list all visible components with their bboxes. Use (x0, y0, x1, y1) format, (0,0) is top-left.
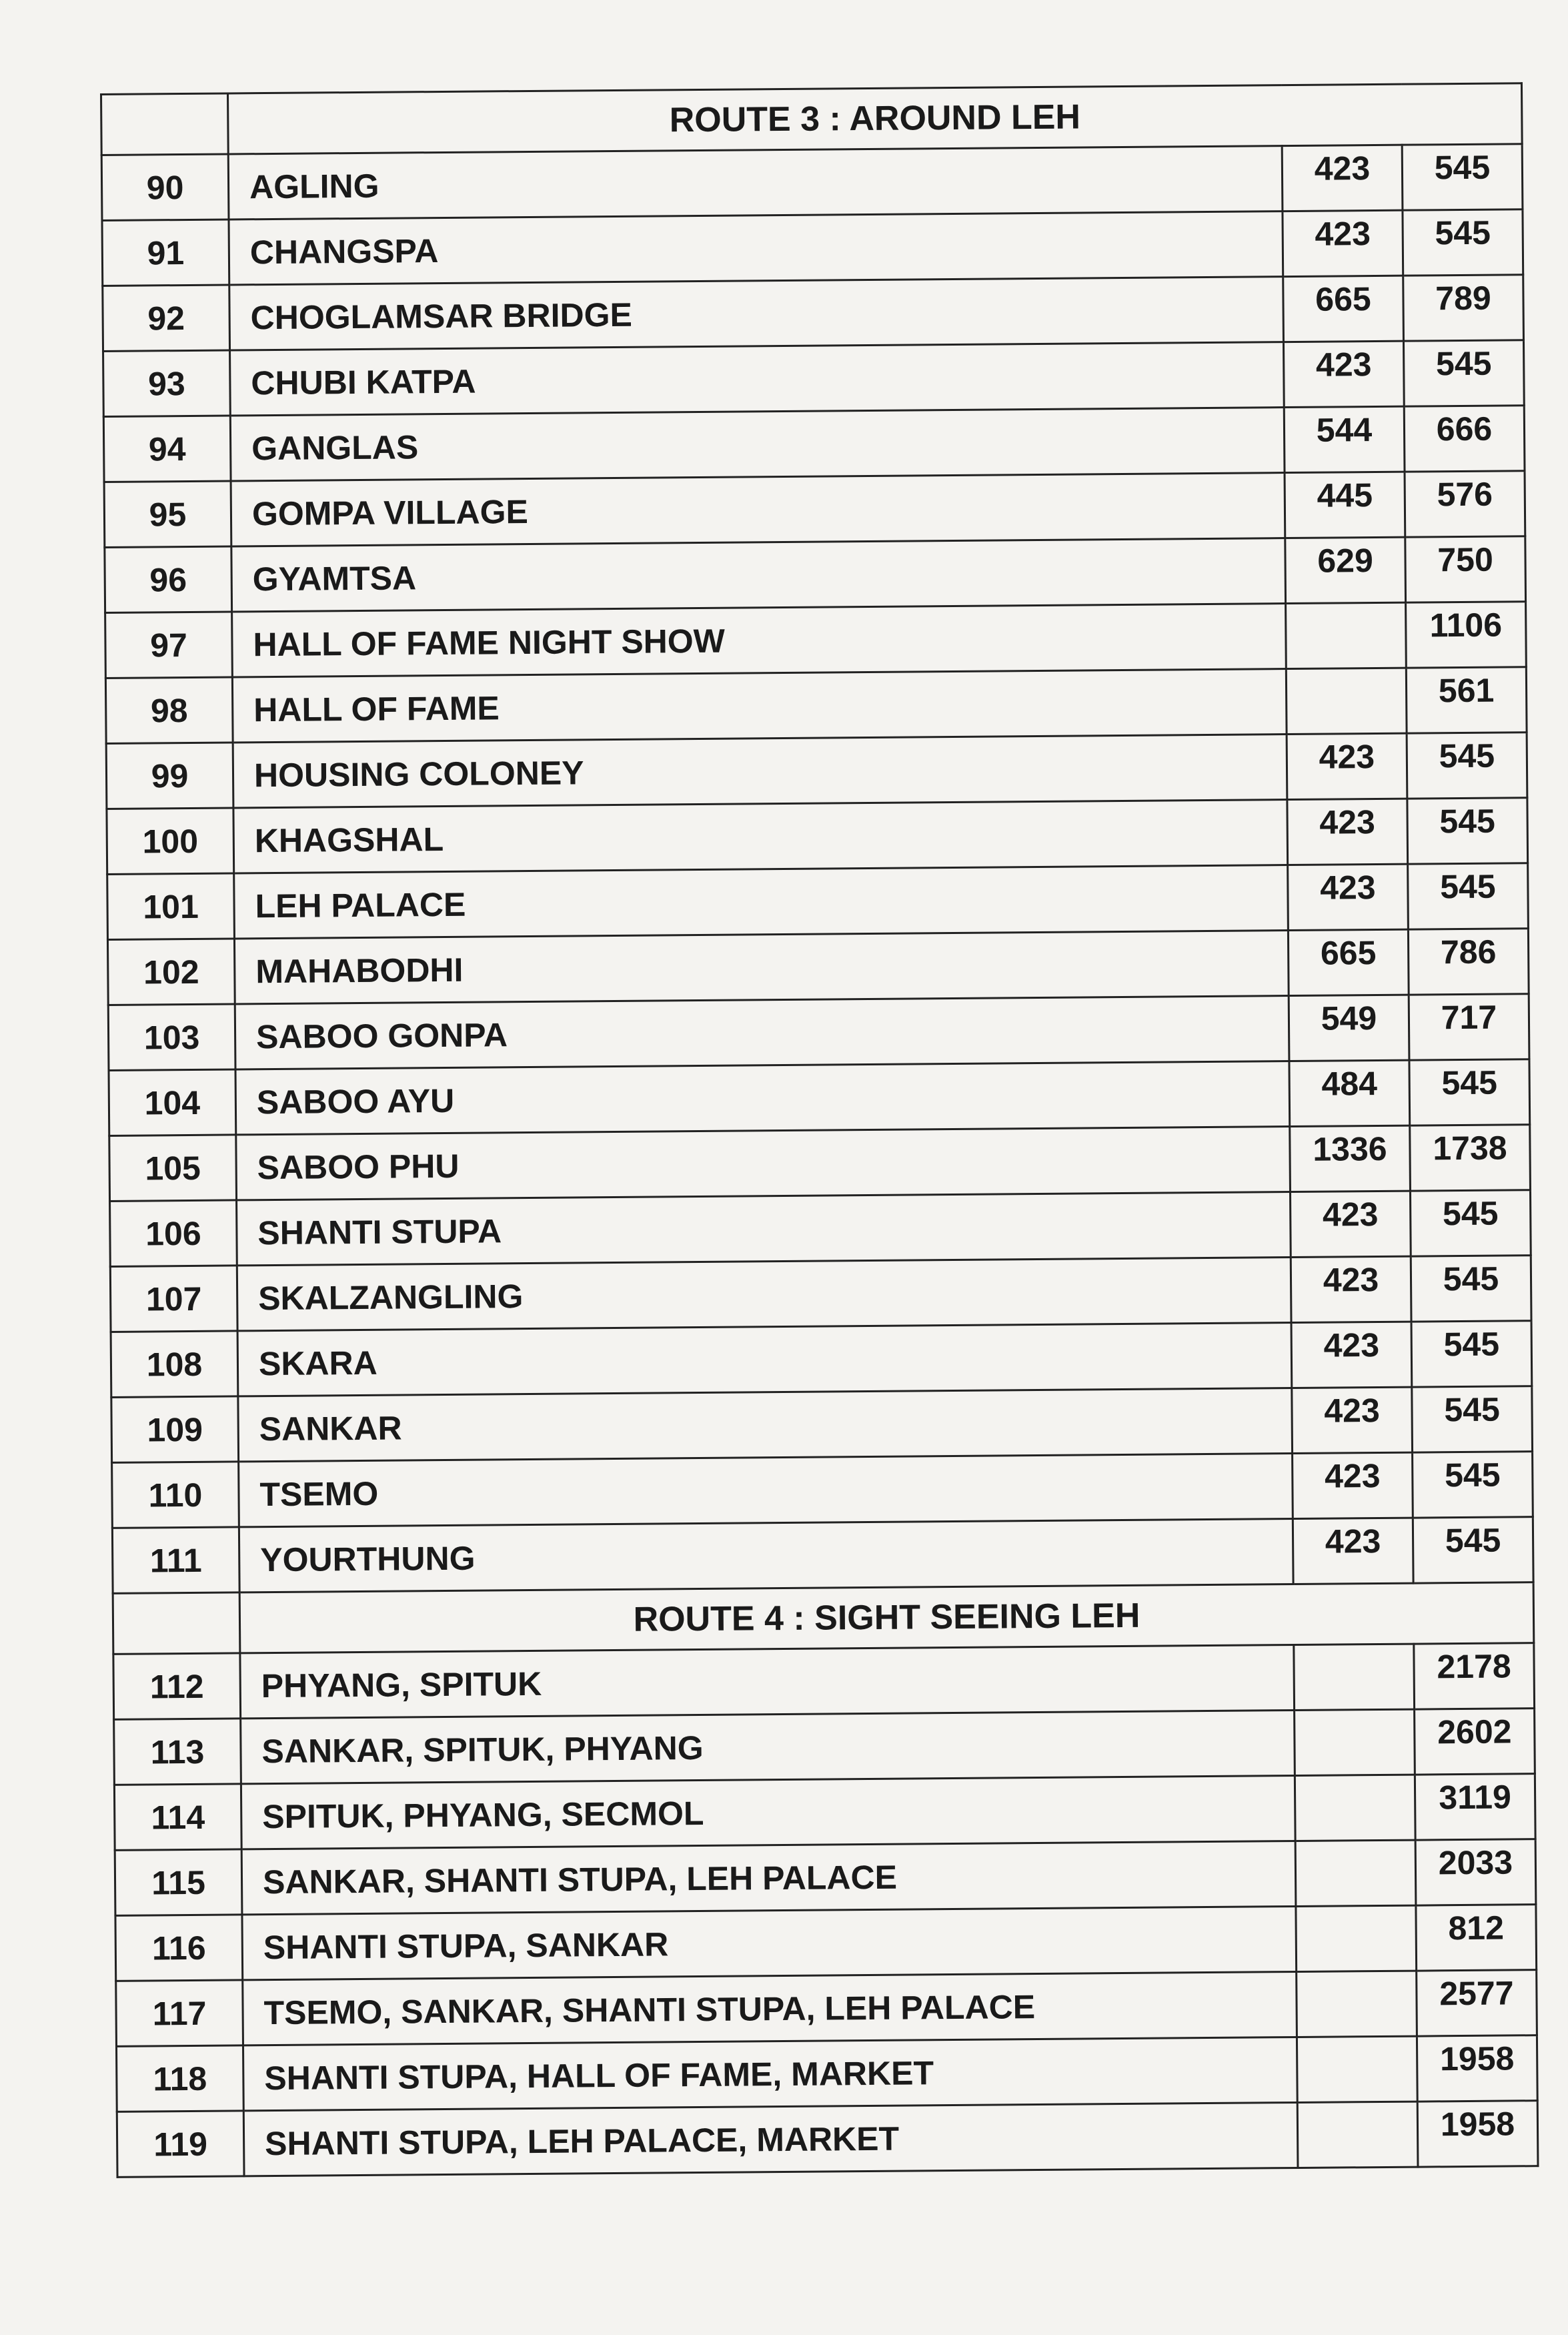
fare-2-cell: 545 (1412, 1386, 1533, 1452)
fare-2-cell: 545 (1403, 209, 1523, 276)
fare-2-cell: 545 (1413, 1517, 1533, 1583)
place-name-cell: SKARA (237, 1323, 1292, 1396)
fare-1-cell (1295, 1840, 1416, 1906)
place-name-cell: YOURTHUNG (239, 1519, 1293, 1592)
table-row (107, 929, 1529, 1005)
serial-number-cell: 100 (107, 808, 234, 874)
place-name-cell: SKALZANGLING (237, 1258, 1291, 1331)
serial-number-cell: 114 (114, 1784, 241, 1850)
serial-number-cell: 94 (103, 416, 231, 482)
table-row (111, 1386, 1533, 1463)
fare-1-cell: 484 (1289, 1060, 1410, 1126)
serial-number-cell: 109 (111, 1396, 239, 1462)
serial-number-cell: 92 (103, 285, 230, 351)
place-name-cell: MAHABODHI (234, 931, 1289, 1004)
table-row (107, 863, 1529, 940)
fare-1-cell: 423 (1282, 145, 1403, 211)
table-row (116, 1970, 1537, 2047)
serial-number-cell: 105 (109, 1135, 237, 1201)
fare-2-cell: 666 (1404, 406, 1525, 472)
serial-number-cell: 91 (102, 219, 229, 286)
fare-1-cell (1294, 1644, 1415, 1710)
fare-2-cell: 786 (1408, 929, 1529, 995)
serial-number-cell: 95 (104, 481, 231, 547)
fare-table (100, 82, 1539, 2178)
serial-number-cell: 96 (105, 546, 232, 612)
place-name-cell: SANKAR (238, 1388, 1293, 1462)
serial-number-cell: 108 (111, 1331, 238, 1397)
fare-1-cell: 423 (1291, 1256, 1411, 1322)
fare-1-cell: 544 (1284, 406, 1405, 472)
table-row (101, 144, 1523, 221)
place-name-cell: TSEMO (239, 1454, 1293, 1527)
place-name-cell: SHANTI STUPA, HALL OF FAME, MARKET (243, 2037, 1297, 2110)
fare-2-cell: 545 (1411, 1256, 1531, 1322)
fare-1-cell: 445 (1285, 472, 1405, 538)
fare-1-cell: 665 (1288, 929, 1409, 995)
place-name-cell: GANGLAS (230, 408, 1285, 481)
route-header-row (113, 1582, 1534, 1655)
place-name-cell: SPITUK, PHYANG, SECMOL (241, 1776, 1295, 1849)
fare-2-cell: 545 (1409, 1059, 1530, 1125)
serial-number-cell: 97 (105, 612, 233, 678)
place-name-cell: GOMPA VILLAGE (231, 473, 1285, 546)
table-row (112, 1452, 1533, 1528)
table-row (103, 406, 1525, 482)
fare-table-body (101, 83, 1538, 2178)
fare-2-cell: 2602 (1415, 1709, 1535, 1775)
route-header-blank-cell (113, 1592, 240, 1654)
table-row (117, 2101, 1538, 2178)
fare-1-cell: 423 (1293, 1518, 1413, 1584)
serial-number-cell: 110 (112, 1462, 239, 1528)
fare-1-cell: 423 (1287, 733, 1407, 799)
table-row (116, 2035, 1537, 2112)
serial-number-cell: 117 (116, 1980, 243, 2046)
serial-number-cell: 106 (110, 1200, 237, 1266)
place-name-cell: TSEMO, SANKAR, SHANTI STUPA, LEH PALACE (243, 1971, 1297, 2045)
table-row (113, 1643, 1535, 1720)
table-row (103, 340, 1525, 417)
fare-2-cell: 545 (1413, 1452, 1533, 1518)
fare-1-cell: 423 (1293, 1452, 1413, 1518)
fare-1-cell (1297, 2036, 1417, 2102)
place-name-cell: HALL OF FAME (232, 669, 1287, 743)
table-row (105, 536, 1526, 613)
place-name-cell: GYAMTSA (231, 538, 1286, 612)
route-header-row (101, 83, 1523, 155)
table-row (102, 209, 1523, 286)
place-name-cell: HALL OF FAME NIGHT SHOW (232, 604, 1287, 677)
fare-2-cell: 545 (1410, 1190, 1531, 1256)
fare-1-cell: 423 (1290, 1191, 1411, 1257)
fare-1-cell (1296, 1905, 1417, 1971)
table-row (115, 1839, 1536, 1916)
serial-number-cell: 112 (113, 1653, 241, 1719)
fare-2-cell: 1958 (1417, 2035, 1537, 2102)
fare-1-cell: 423 (1292, 1387, 1413, 1453)
fare-1-cell: 549 (1289, 995, 1409, 1061)
place-name-cell: SHANTI STUPA (237, 1192, 1291, 1266)
place-name-cell: CHOGLAMSAR BRIDGE (229, 277, 1284, 350)
place-name-cell: SABOO AYU (235, 1061, 1290, 1135)
table-row (114, 1774, 1535, 1851)
fare-2-cell: 1738 (1410, 1125, 1531, 1191)
fare-2-cell: 2178 (1414, 1643, 1535, 1709)
place-name-cell: HOUSING COLONEY (233, 735, 1287, 808)
table-row (109, 1059, 1530, 1136)
serial-number-cell: 118 (116, 2045, 243, 2112)
fare-1-cell: 423 (1283, 210, 1403, 276)
place-name-cell: KHAGSHAL (233, 800, 1288, 873)
serial-number-cell: 102 (107, 939, 235, 1005)
place-name-cell: SABOO PHU (236, 1127, 1291, 1200)
serial-number-cell: 111 (112, 1527, 239, 1593)
serial-number-cell: 101 (107, 873, 235, 939)
place-name-cell: CHUBI KATPA (230, 342, 1285, 416)
fare-2-cell: 3119 (1415, 1774, 1535, 1840)
place-name-cell: SANKAR, SHANTI STUPA, LEH PALACE (241, 1841, 1296, 1915)
table-row (115, 1905, 1537, 1981)
fare-2-cell: 545 (1407, 733, 1527, 799)
fare-2-cell: 750 (1405, 536, 1526, 602)
fare-1-cell: 423 (1287, 799, 1408, 865)
table-row (105, 667, 1527, 744)
fare-1-cell (1295, 1709, 1415, 1775)
serial-number-cell: 90 (101, 154, 229, 220)
place-name-cell: SHANTI STUPA, LEH PALACE, MARKET (243, 2102, 1298, 2176)
table-row (108, 994, 1529, 1071)
fare-1-cell: 629 (1285, 537, 1406, 603)
fare-sheet (100, 82, 1537, 2178)
fare-1-cell: 423 (1288, 864, 1409, 930)
place-name-cell: LEH PALACE (234, 865, 1289, 939)
place-name-cell: SANKAR, SPITUK, PHYANG (241, 1711, 1295, 1784)
place-name-cell: PHYANG, SPITUK (240, 1645, 1295, 1719)
serial-number-cell: 116 (115, 1915, 243, 1981)
serial-number-cell: 119 (117, 2111, 244, 2177)
table-row (105, 602, 1527, 678)
serial-number-cell: 99 (106, 743, 233, 809)
fare-1-cell (1286, 602, 1407, 668)
table-row (110, 1256, 1531, 1332)
fare-1-cell: 1336 (1290, 1125, 1411, 1192)
table-row (111, 1321, 1532, 1398)
serial-number-cell: 104 (109, 1069, 236, 1135)
route-title: ROUTE 4 : SIGHT SEEING LEH (239, 1582, 1534, 1653)
place-name-cell: AGLING (228, 146, 1283, 219)
fare-2-cell: 1106 (1406, 602, 1527, 668)
fare-2-cell: 789 (1403, 275, 1524, 341)
place-name-cell: CHANGSPA (229, 211, 1283, 285)
fare-2-cell: 717 (1409, 994, 1529, 1060)
fare-1-cell (1286, 668, 1407, 734)
fare-2-cell: 545 (1408, 863, 1529, 929)
fare-2-cell: 812 (1416, 1905, 1537, 1971)
fare-2-cell: 545 (1407, 798, 1528, 864)
route-header-blank-cell (101, 93, 229, 155)
route-title: ROUTE 3 : AROUND LEH (228, 83, 1523, 154)
serial-number-cell: 107 (110, 1266, 237, 1332)
table-row (106, 733, 1527, 809)
table-row (109, 1125, 1531, 1202)
serial-number-cell: 98 (105, 677, 233, 743)
table-row (110, 1190, 1531, 1267)
place-name-cell: SABOO GONPA (235, 996, 1289, 1069)
place-name-cell: SHANTI STUPA, SANKAR (242, 1907, 1297, 1980)
table-row (112, 1517, 1533, 1594)
serial-number-cell: 115 (115, 1849, 242, 1915)
fare-1-cell (1295, 1775, 1415, 1841)
fare-2-cell: 2577 (1417, 1970, 1537, 2036)
table-row (103, 275, 1524, 352)
table-row (107, 798, 1528, 875)
fare-2-cell: 545 (1403, 340, 1524, 406)
serial-number-cell: 113 (114, 1719, 241, 1785)
fare-2-cell: 576 (1405, 471, 1525, 537)
fare-1-cell (1297, 2102, 1418, 2168)
fare-1-cell: 423 (1283, 341, 1404, 407)
fare-2-cell: 545 (1402, 144, 1523, 210)
fare-2-cell: 545 (1411, 1321, 1532, 1387)
table-row (104, 471, 1525, 548)
fare-2-cell: 1958 (1417, 2101, 1538, 2167)
fare-2-cell: 2033 (1415, 1839, 1536, 1905)
serial-number-cell: 103 (108, 1004, 235, 1070)
serial-number-cell: 93 (103, 350, 231, 416)
fare-1-cell (1297, 1971, 1417, 2037)
fare-1-cell: 423 (1291, 1322, 1412, 1388)
fare-2-cell: 561 (1406, 667, 1527, 733)
fare-1-cell: 665 (1283, 276, 1404, 342)
table-row (114, 1709, 1535, 1785)
